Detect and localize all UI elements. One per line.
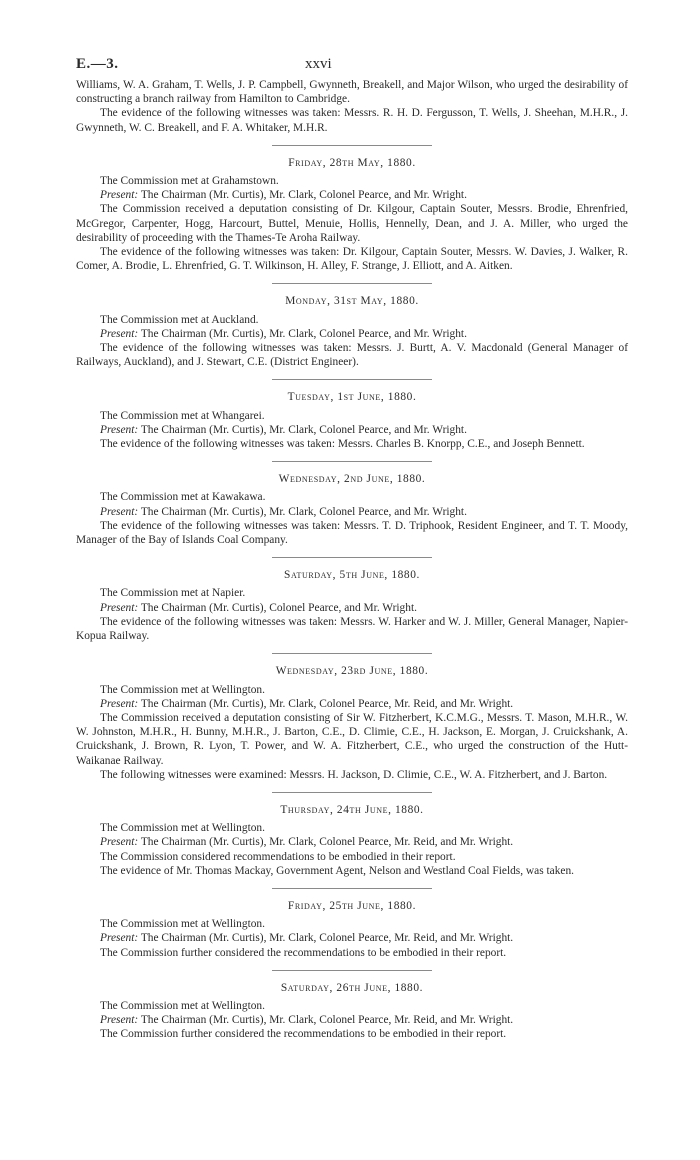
section-divider — [272, 888, 432, 889]
meeting-place: The Commission met at Wellington. — [100, 918, 265, 931]
page-header — [76, 56, 628, 78]
present-line — [76, 1013, 628, 1027]
present-members: The Chairman (Mr. Curtis), Mr. Clark, Colonel Pearce, Mr. Reid, and Mr. Wright. — [140, 1014, 514, 1027]
present-line — [76, 327, 628, 341]
meeting-place: The Commission met at Grahamstown. — [100, 175, 279, 188]
meeting-place: The Commission met at Whangarei. — [100, 409, 265, 422]
evidence-paragraph: The evidence of the following witnesses was taken: Messrs. T. D. Triphook, Resident Engineer, and T. T. Moody, Manager of the Bay of Islands Coal Company. — [76, 519, 628, 547]
present-line — [76, 931, 628, 945]
recommendations-paragraph: The Commission further considered the recommendations to be embodied in their report. — [100, 946, 507, 959]
present-label: Present: — [100, 189, 139, 202]
present-label: Present: — [100, 836, 139, 849]
present-line — [76, 697, 628, 711]
sitting-section — [76, 899, 628, 960]
present-line — [76, 835, 628, 849]
sitting-section — [76, 981, 628, 1042]
meeting-place: The Commission met at Kawakawa. — [100, 491, 266, 504]
sitting-date: Friday, 28th May, 1880. — [288, 156, 416, 169]
present-line — [76, 601, 628, 615]
present-line — [76, 188, 628, 202]
meeting-place: The Commission met at Auckland. — [100, 313, 259, 326]
section-divider — [272, 653, 432, 654]
section-divider — [272, 461, 432, 462]
meeting-place: The Commission met at Wellington. — [100, 683, 265, 696]
document-page — [76, 56, 628, 1042]
present-members: The Chairman (Mr. Curtis), Mr. Clark, Colonel Pearce, and Mr. Wright. — [140, 423, 467, 436]
present-label: Present: — [100, 1014, 139, 1027]
sitting-date: Friday, 25th June, 1880. — [287, 899, 417, 912]
evidence-paragraph: The evidence of Mr. Thomas Mackay, Government Agent, Nelson and Westland Coal Fields, was taken. — [100, 864, 575, 877]
recommendations-paragraph: The Commission further considered the recommendations to be embodied in their report. — [100, 1028, 507, 1041]
witnesses-paragraph: The following witnesses were examined: Messrs. H. Jackson, D. Climie, C.E., W. A. Fitzherbert, and J. Barton. — [100, 768, 608, 781]
sitting-section — [76, 472, 628, 547]
present-label: Present: — [100, 327, 139, 340]
present-members: The Chairman (Mr. Curtis), Mr. Clark, Colonel Pearce, and Mr. Wright. — [140, 505, 467, 518]
intro-evidence-paragraph: The evidence of the following witnesses was taken: Messrs. R. H. D. Fergusson, T. Wells, J. Sheehan, M.H.R., J. Gwynneth, W. C. Breakell, and F. A. Whitaker, M.H.R. — [76, 107, 628, 134]
meeting-place: The Commission met at Wellington. — [100, 822, 265, 835]
present-line — [76, 423, 628, 437]
present-members: The Chairman (Mr. Curtis), Mr. Clark, Colonel Pearce, Mr. Reid, and Mr. Wright. — [140, 697, 514, 710]
parliamentary-paper-reference: E.—3. — [76, 56, 119, 72]
sitting-date: Tuesday, 1st June, 1880. — [287, 391, 417, 404]
present-members: The Chairman (Mr. Curtis), Mr. Clark, Colonel Pearce, and Mr. Wright. — [140, 189, 467, 202]
meeting-place: The Commission met at Wellington. — [100, 999, 265, 1012]
present-line — [76, 505, 628, 519]
present-label: Present: — [100, 697, 139, 710]
evidence-paragraph: The evidence of the following witnesses was taken: Messrs. J. Burtt, A. V. Macdonald (General Manager of Railways, Auckland), and J. Stewart, C.E. (District Engineer). — [76, 342, 628, 369]
present-members: The Chairman (Mr. Curtis), Colonel Pearce, and Mr. Wright. — [140, 601, 417, 614]
deputation-paragraph: The Commission received a deputation consisting of Dr. Kilgour, Captain Souter, Messrs. Brodie, Ehrenfried, McGregor, Carpenter, Hogg, Harcourt, Buttel, Menuie, Hollis, Hennelly, Dean, and J. A. Miller, who urged the desirability of proceeding with the Thames-Te Aroha Railway. — [76, 203, 628, 244]
sitting-section — [76, 294, 628, 369]
present-label: Present: — [100, 601, 139, 614]
present-members: The Chairman (Mr. Curtis), Mr. Clark, Colonel Pearce, Mr. Reid, and Mr. Wright. — [140, 836, 514, 849]
sitting-date: Saturday, 5th June, 1880. — [284, 569, 420, 582]
section-divider — [272, 792, 432, 793]
sitting-date: Saturday, 26th June, 1880. — [280, 981, 424, 994]
sitting-date: Monday, 31st May, 1880. — [285, 295, 419, 308]
intro-paragraph-continued: Williams, W. A. Graham, T. Wells, J. P. Campbell, Gwynneth, Breakell, and Major Wilson, who urged the desirability of constructing a branch railway from Hamilton to Cambridge. — [76, 79, 628, 106]
present-label: Present: — [100, 932, 139, 945]
recommendations-paragraph: The Commission considered recommendations to be embodied in their report. — [100, 850, 456, 863]
section-divider — [272, 379, 432, 380]
section-divider — [272, 557, 432, 558]
sitting-date: Wednesday, 23rd June, 1880. — [275, 665, 429, 678]
section-divider — [272, 145, 432, 146]
evidence-paragraph: The evidence of the following witnesses was taken: Messrs. W. Harker and W. J. Miller, General Manager, Napier-Kopua Railway. — [76, 615, 628, 643]
section-divider — [272, 970, 432, 971]
present-members: The Chairman (Mr. Curtis), Mr. Clark, Colonel Pearce, Mr. Reid, and Mr. Wright. — [140, 932, 514, 945]
page-number: xxvi — [305, 56, 332, 72]
deputation-paragraph: The Commission received a deputation consisting of Sir W. Fitzherbert, K.C.M.G., Messrs. T. Mason, M.H.R., W. W. Johnston, M.H.R., H. Bunny, M.H.R., J. Barton, C.E., D. Climie, C.E., H. Jackson, E. Morgan, J. Cruickshank, A. Cruickshank, J. Brown, R. Lyon, T. Power, and W. A. Fitzherbert, C.E., who urged the construction of the Hutt-Waikanae Railway. — [76, 711, 628, 767]
evidence-paragraph: The evidence of the following witnesses was taken: Dr. Kilgour, Captain Souter, Messrs. W. Davies, J. Walker, R. Comer, A. Brodie, L. Ehrenfried, G. T. Wilkinson, H. Alley, F. Strange, J. Elliott, and A. Aitken. — [76, 246, 628, 273]
section-divider — [272, 283, 432, 284]
sitting-section — [76, 156, 628, 274]
present-label: Present: — [100, 505, 139, 518]
sitting-date: Thursday, 24th June, 1880. — [280, 803, 424, 816]
sitting-section — [76, 568, 628, 643]
sitting-section — [76, 664, 628, 782]
present-members: The Chairman (Mr. Curtis), Mr. Clark, Colonel Pearce, and Mr. Wright. — [140, 327, 467, 340]
present-label: Present: — [100, 423, 139, 436]
sitting-section — [76, 803, 628, 878]
sitting-section — [76, 390, 628, 451]
meeting-place: The Commission met at Napier. — [100, 587, 246, 600]
evidence-paragraph: The evidence of the following witnesses was taken: Messrs. Charles B. Knorpp, C.E., and Joseph Bennett. — [100, 438, 585, 451]
sitting-date: Wednesday, 2nd June, 1880. — [278, 473, 426, 486]
